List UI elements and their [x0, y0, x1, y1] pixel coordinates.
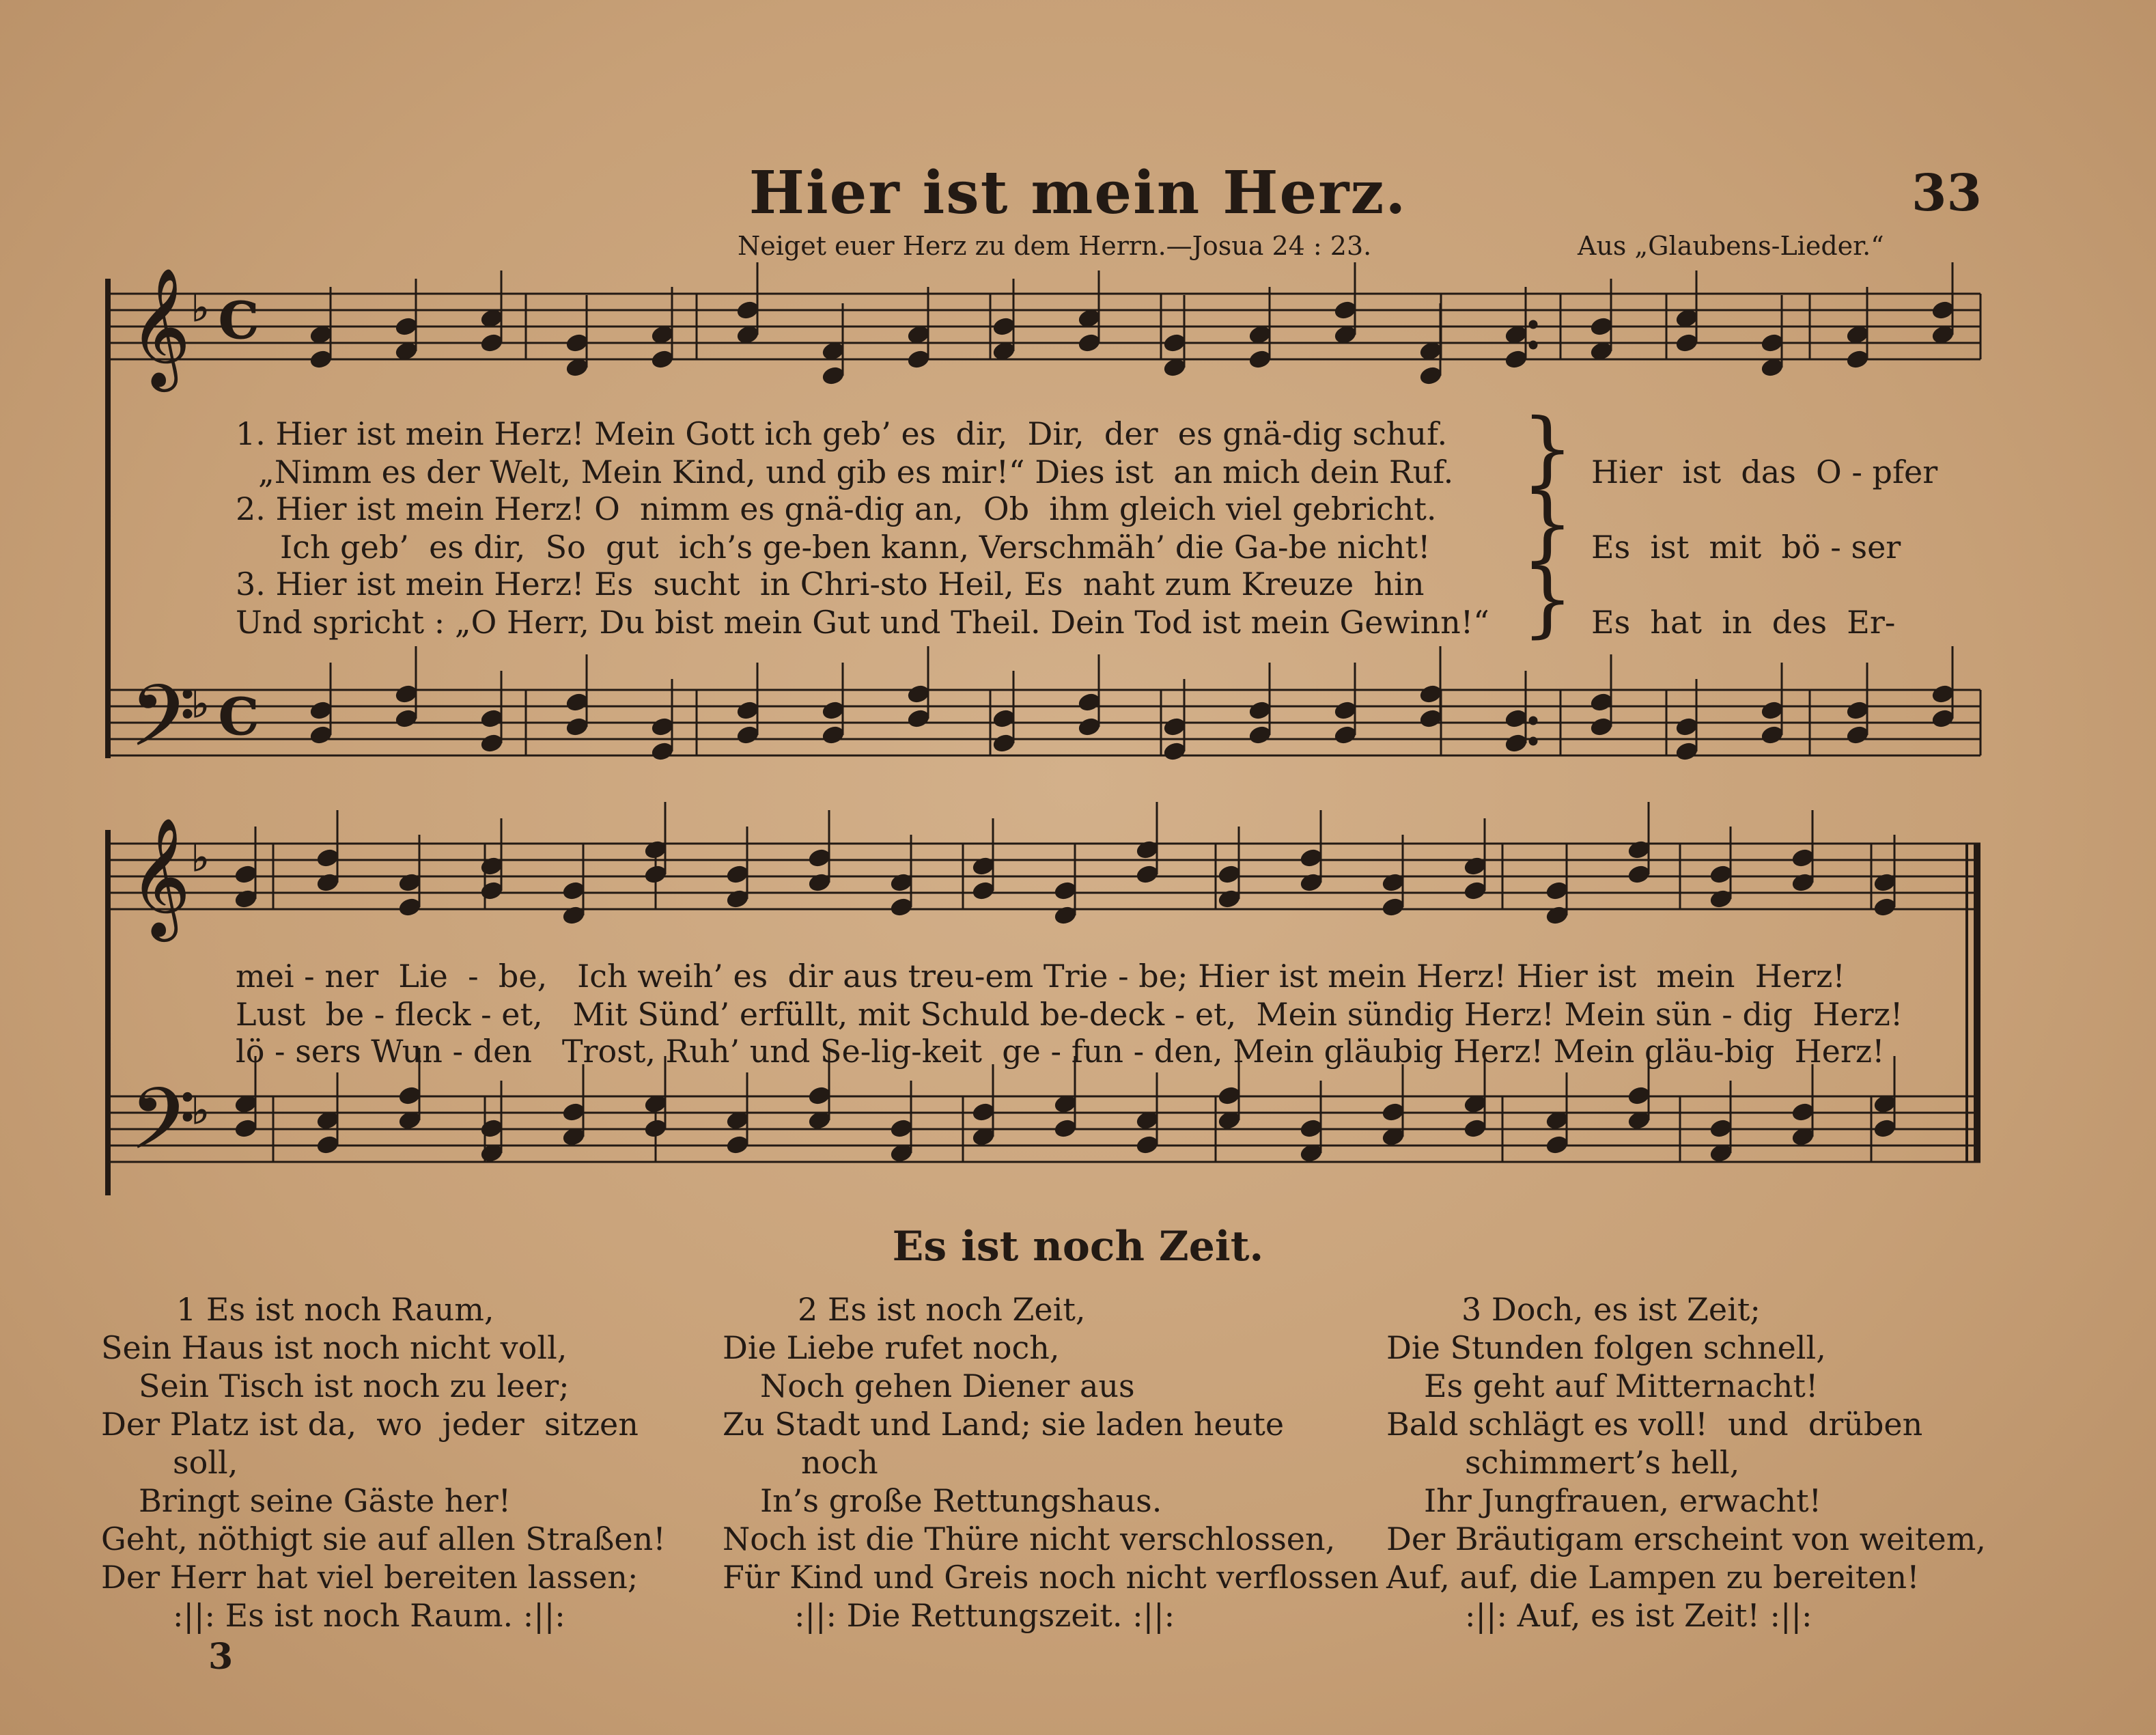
song2-title: Es ist noch Zeit.: [892, 1223, 1264, 1271]
stanza-line: Bald schlägt es voll! und drüben: [1386, 1406, 1923, 1443]
clef-icon: 𝄞: [130, 818, 191, 936]
stanza-line: Sein Tisch ist noch zu leer;: [139, 1368, 570, 1404]
flat-icon: ♭: [191, 836, 210, 880]
stanza-line: Der Herr hat viel bereiten lassen;: [101, 1559, 639, 1596]
stanza-line: Noch gehen Diener aus: [760, 1368, 1135, 1404]
stanza-line: Noch ist die Thüre nicht verschlossen,: [723, 1521, 1336, 1557]
repeat-dot: [1529, 341, 1537, 349]
verse-brace: }: [1522, 477, 1574, 572]
flat-icon: ♭: [191, 286, 210, 331]
lyric-line: Ich geb’ es dir, So gut ich’s ge-ben kann, Verschmäh’ die Ga-be nicht!: [280, 529, 1431, 566]
stanza-line: Die Stunden folgen schnell,: [1386, 1329, 1826, 1366]
stanza-line: noch: [801, 1444, 878, 1481]
refrain-start: Hier ist das O - pfer: [1591, 454, 1938, 490]
stanza-line: Sein Haus ist noch nicht voll,: [101, 1329, 568, 1366]
stanza-line: Der Platz ist da, wo jeder sitzen: [101, 1406, 639, 1443]
lyric-line: Lust be - fleck - et, Mit Sünd’ erfüllt, mit Schuld be-deck - et, Mein sündig Herz! Mein sün - dig Herz!: [236, 996, 1903, 1033]
repeat-dot: [1529, 320, 1537, 329]
refrain-start: Es ist mit bö - ser: [1591, 529, 1901, 566]
scripture-reference: Neiget euer Herz zu dem Herrn.—Josua 24 : 23.: [738, 231, 1372, 261]
clef-icon: 𝄞: [130, 268, 191, 387]
stanza-line: soll,: [173, 1444, 238, 1481]
stanza-line: Für Kind und Greis noch nicht verflossen: [723, 1559, 1379, 1596]
stanza-line: Ihr Jungfrauen, erwacht!: [1424, 1482, 1822, 1519]
lyric-line: 1. Hier ist mein Herz! Mein Gott ich geb’ es dir, Dir, der es gnä-dig schuf.: [236, 415, 1448, 452]
stanza-line: Geht, nöthigt sie auf allen Straßen!: [101, 1521, 666, 1557]
source-attribution: Aus „Glaubens-Lieder.“: [1578, 231, 1884, 261]
clef-icon: 𝄢: [130, 667, 196, 786]
flat-icon: ♭: [191, 682, 210, 727]
lyric-line: lö - sers Wun - den Trost, Ruh’ und Se-lig-keit ge - fun - den, Mein gläubig Herz! Mein gläu-big Herz!: [236, 1033, 1885, 1070]
repeat-dot: [1529, 737, 1537, 745]
lyric-line: Und spricht : „O Herr, Du bist mein Gut und Theil. Dein Tod ist mein Gewinn!“: [236, 604, 1489, 641]
stanza-line: Auf, auf, die Lampen zu bereiten!: [1386, 1559, 1920, 1596]
common-time-icon: C: [219, 688, 259, 747]
clef-icon: 𝄢: [130, 1070, 196, 1189]
verse-brace: }: [1522, 402, 1574, 497]
stanza-line: Zu Stadt und Land; sie laden heute: [723, 1406, 1285, 1443]
flat-icon: ♭: [191, 1089, 210, 1133]
stanza-line: Die Liebe rufet noch,: [723, 1329, 1060, 1366]
stanza-line: :||: Es ist noch Raum. :||:: [173, 1597, 565, 1634]
stanza-line: :||: Die Rettungszeit. :||:: [794, 1597, 1175, 1634]
lyric-line: 3. Hier ist mein Herz! Es sucht in Chri-sto Heil, Es naht zum Kreuze hin: [236, 566, 1425, 602]
common-time-icon: C: [219, 292, 259, 350]
lyric-line: mei - ner Lie - be, Ich weih’ es dir aus treu-em Trie - be; Hier ist mein Herz! Hier ist mein Herz!: [236, 958, 1845, 995]
repeat-dot: [1529, 717, 1537, 725]
refrain-start: Es hat in des Er-: [1591, 604, 1896, 641]
signature-mark: 3: [208, 1636, 234, 1678]
stanza-line: schimmert’s hell,: [1465, 1444, 1740, 1481]
lyric-line: „Nimm es der Welt, Mein Kind, und gib es mir!“ Dies ist an mich dein Ruf.: [258, 454, 1454, 490]
stanza-line: Es geht auf Mitternacht!: [1424, 1368, 1819, 1404]
stanza-line: 1 Es ist noch Raum,: [176, 1291, 494, 1328]
stanza-line: In’s große Rettungshaus.: [760, 1482, 1162, 1519]
stanza-line: :||: Auf, es ist Zeit! :||:: [1465, 1597, 1812, 1634]
lyric-line: 2. Hier ist mein Herz! O nimm es gnä-dig an, Ob ihm gleich viel gebricht.: [236, 490, 1437, 527]
verse-brace: }: [1522, 552, 1574, 647]
stanza-line: 2 Es ist noch Zeit,: [798, 1291, 1086, 1328]
stanza-line: Der Bräutigam erscheint von weitem,: [1386, 1521, 1986, 1557]
hymn-title: Hier ist mein Herz.: [748, 158, 1408, 227]
stanza-line: Bringt seine Gäste her!: [139, 1482, 512, 1519]
stanza-line: 3 Doch, es ist Zeit;: [1461, 1291, 1761, 1328]
page-number: 33: [1912, 164, 1982, 223]
